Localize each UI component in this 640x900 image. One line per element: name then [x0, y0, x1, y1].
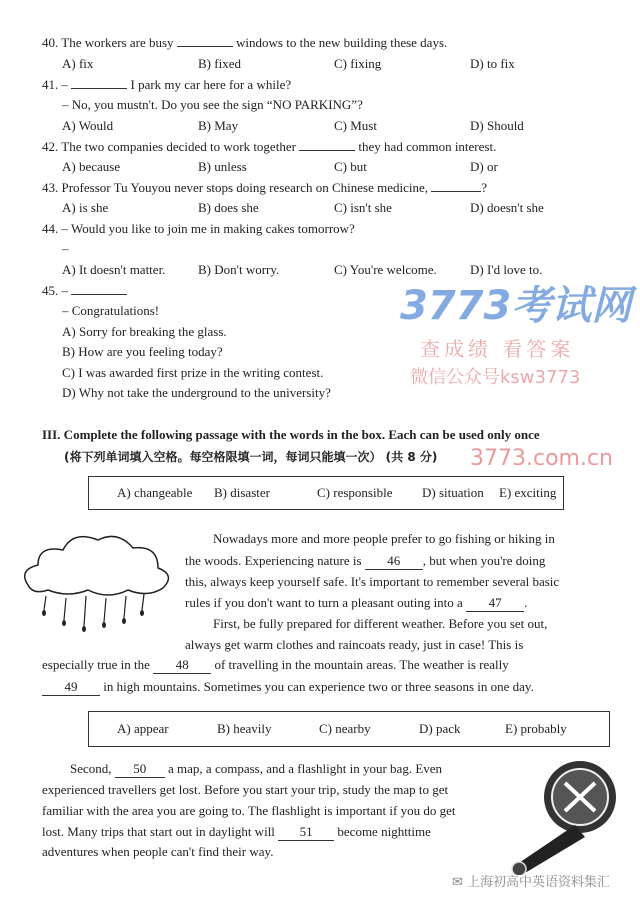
passage-line: familiar with the area you are going to. The flashlight is important if you do get	[42, 803, 456, 818]
option: C) isn't she	[334, 200, 392, 215]
option: B) May	[198, 118, 239, 133]
option: A) It doesn't matter.	[62, 262, 166, 277]
passage-text: of travelling in the mountain areas. The weather is really	[214, 657, 509, 672]
option: D) or	[470, 159, 498, 174]
dialogue-line: –	[62, 241, 69, 256]
passage-line: this, always keep yourself safe. It's important to remember several basic	[185, 574, 560, 589]
rain-cloud-icon	[18, 530, 178, 640]
word-option: B) disaster	[214, 485, 270, 500]
word-box-2	[88, 711, 610, 747]
option: C) but	[334, 159, 367, 174]
option: A) is she	[62, 200, 109, 215]
watermark-text: 查成绩 看答案	[420, 337, 575, 361]
option: B) How are you feeling today?	[62, 344, 223, 359]
wechat-icon: ✉	[452, 875, 468, 890]
passage-text: , but when you're doing	[422, 553, 546, 568]
stem: I park my car here for a while?	[130, 77, 292, 92]
blank-49: 49	[42, 679, 100, 696]
stem: 42. The two companies decided to work together	[42, 139, 296, 154]
blank-50: 50	[115, 761, 165, 778]
blank	[431, 191, 481, 192]
option: B) does she	[198, 200, 259, 215]
passage-text: Second,	[70, 761, 112, 776]
passage-text: a map, a compass, and a flashlight in your bag. Even	[168, 761, 443, 776]
stem: windows to the new building these days.	[236, 35, 448, 50]
option: A) Would	[62, 118, 114, 133]
word-option: C) responsible	[317, 485, 393, 500]
section-title: III. Complete the following passage with the words in the box. Each can be used only once	[42, 427, 540, 442]
word-option: A) appear	[117, 721, 169, 736]
passage-line: adventures when people can't find their way.	[42, 844, 274, 859]
blank-51: 51	[278, 824, 334, 841]
passage-text: lost. Many trips that start out in daylight will	[42, 824, 275, 839]
word-option: A) changeable	[117, 485, 193, 500]
option: A) because	[62, 159, 121, 174]
passage-text: .	[524, 595, 528, 610]
word-option: B) heavily	[217, 721, 272, 736]
stem: 43. Professor Tu Youyou never stops doing research on Chinese medicine,	[42, 180, 428, 195]
word-option: E) exciting	[499, 485, 557, 500]
option: B) fixed	[198, 56, 241, 71]
stem: they had common interest.	[358, 139, 497, 154]
word-option: E) probably	[505, 721, 567, 736]
footer-text: 上海初高中英语资料集汇	[467, 875, 611, 890]
stem: 40. The workers are busy	[42, 35, 174, 50]
blank-48: 48	[153, 657, 211, 674]
blank	[71, 88, 127, 89]
option: C) Must	[334, 118, 377, 133]
passage-line: experienced travellers get lost. Before you start your trip, study the map to get	[42, 782, 449, 797]
passage-text: the woods. Experiencing nature is	[185, 553, 362, 568]
option: D) to fix	[470, 56, 515, 71]
watermark-url: 3773.com.cn	[470, 446, 613, 471]
word-option: C) nearby	[319, 721, 371, 736]
option: D) Should	[470, 118, 524, 133]
option: D) I'd love to.	[470, 262, 543, 277]
blank	[71, 294, 127, 295]
stem: 41. –	[42, 77, 68, 92]
option: B) unless	[198, 159, 247, 174]
blank-46: 46	[365, 553, 423, 570]
section-subtitle: (将下列单词填入空格。每空格限填一词，每词只能填一次） (共 8 分)	[64, 450, 438, 464]
watermark-text: 微信公众号ksw3773	[410, 367, 581, 388]
passage-line: always get warm clothes and raincoats ready, just in case! This is	[185, 637, 524, 652]
passage-line: Nowadays more and more people prefer to go fishing or hiking in	[213, 531, 555, 546]
option: C) You're welcome.	[334, 262, 437, 277]
stem: ?	[481, 180, 488, 195]
passage-text: rules if you don't want to turn a pleasant outing into a	[185, 595, 463, 610]
dialogue-line: – No, you mustn't. Do you see the sign “NO PARKING”?	[62, 97, 363, 112]
stem: 45. –	[42, 283, 68, 298]
option: D) Why not take the underground to the university?	[62, 385, 331, 400]
blank	[299, 150, 355, 151]
option: C) I was awarded first prize in the writing contest.	[62, 365, 324, 380]
blank	[177, 46, 233, 47]
compass-flashlight-icon	[505, 755, 625, 875]
blank-47: 47	[466, 595, 524, 612]
word-box-1	[88, 476, 564, 510]
stem: 44. – Would you like to join me in making cakes tomorrow?	[42, 221, 355, 236]
passage-text: in high mountains. Sometimes you can experience two or three seasons in one day.	[103, 679, 534, 694]
footer-watermark	[452, 876, 610, 890]
option: A) Sorry for breaking the glass.	[62, 324, 227, 339]
option: A) fix	[62, 56, 94, 71]
dialogue-line: – Congratulations!	[62, 303, 160, 318]
option: B) Don't worry.	[198, 262, 280, 277]
option: C) fixing	[334, 56, 382, 71]
passage-text: become nighttime	[337, 824, 431, 839]
option: D) doesn't she	[470, 200, 544, 215]
word-option: D) pack	[419, 721, 461, 736]
watermark-logo: 3773考试网	[400, 283, 632, 329]
word-option: D) situation	[422, 485, 484, 500]
passage-text: especially true in the	[42, 657, 150, 672]
passage-line: First, be fully prepared for different weather. Before you set out,	[213, 616, 548, 631]
